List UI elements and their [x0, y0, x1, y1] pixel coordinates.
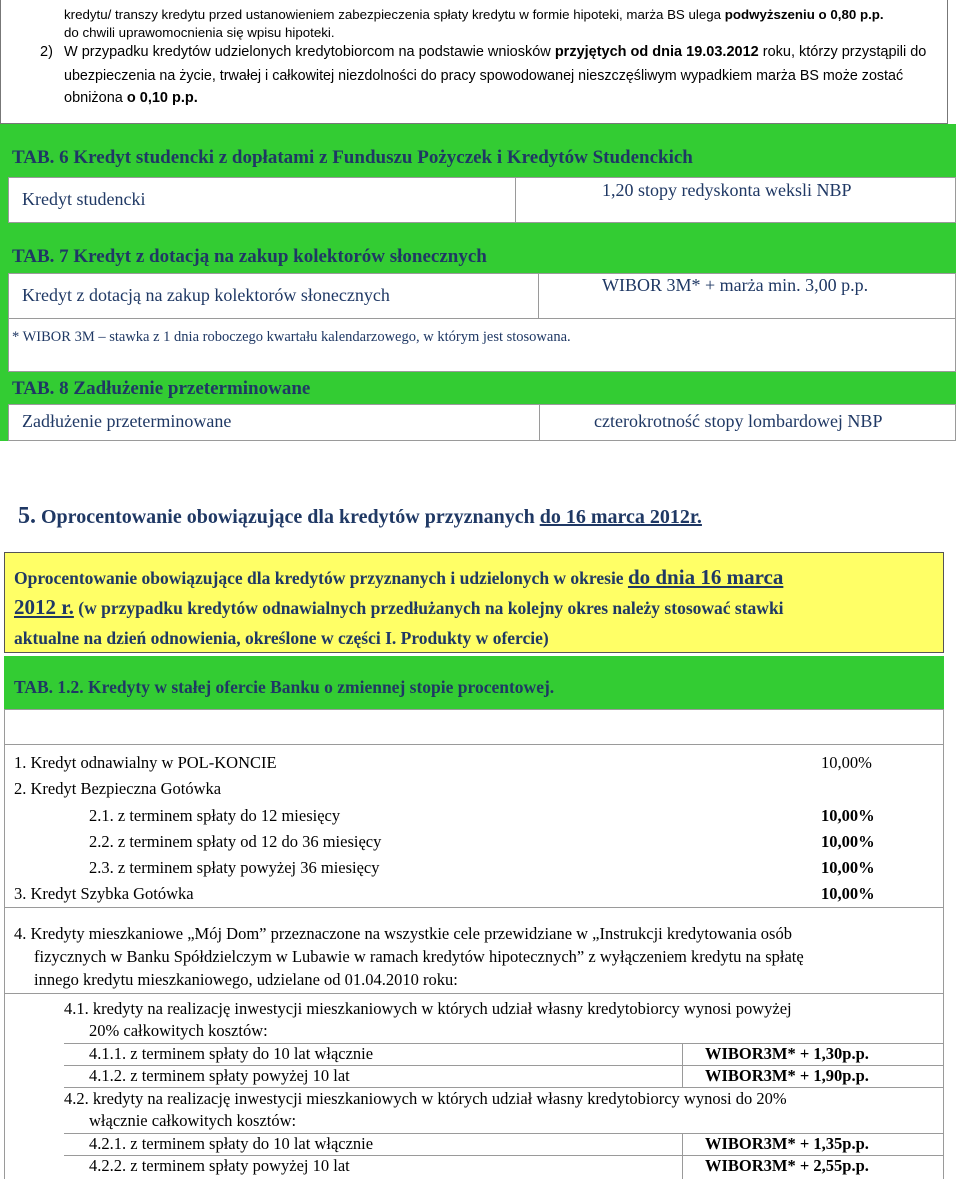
rate-row-6-value: 10,00%	[821, 884, 875, 903]
tab12-title: TAB. 1.2. Kredyty w stałej ofercie Banku o zmiennej stopie procentowej.	[14, 677, 555, 697]
mortgage-group1-line1: 4.1. kredyty na realizację inwestycji mieszkaniowych w których udział własny kredytobiorcy wynosi powyżej	[64, 999, 792, 1018]
rate-row-4-label: 2.2. z terminem spłaty od 12 do 36 miesięcy	[89, 832, 382, 851]
mortgage-row-4-2-2-value: WIBOR3M* + 2,55p.p.	[705, 1156, 869, 1175]
section5-number: 5.	[18, 503, 36, 529]
mortgage-row-4-1-1-value: WIBOR3M* + 1,30p.p.	[705, 1044, 869, 1063]
tab7-right-text: WIBOR 3M* + marża min. 3,00 p.p.	[602, 275, 869, 295]
rate-row-3-value: 10,00%	[821, 806, 875, 825]
g2-mid-divider	[682, 1133, 683, 1179]
mortgage-group2-line1: 4.2. kredyty na realizację inwestycji mieszkaniowych w których udział własny kredytobiorcy wynosi do 20%	[64, 1089, 787, 1108]
item2-line3-bold: o 0,10 p.p.	[126, 90, 198, 106]
tab8-title: TAB. 8 Zadłużenie przeterminowane	[12, 378, 311, 399]
mortgage-row-4-1-1-label: 4.1.1. z terminem spłaty do 10 lat włącznie	[89, 1044, 374, 1063]
rate-row-1-label: 1. Kredyt odnawialny w POL-KONCIE	[14, 753, 277, 772]
top-note-item2-number: 2)	[40, 44, 53, 60]
tab7-title: TAB. 7 Kredyt z dotacją na zakup kolektorów słonecznych	[12, 246, 487, 267]
tab6-right-text: 1,20 stopy redyskonta weksli NBP	[602, 180, 852, 200]
top-note-line2: do chwili uprawomocnienia się wpisu hipoteki.	[64, 25, 335, 40]
mortgage-para-divider	[4, 993, 944, 994]
rate-row-1-value: 10,00%	[821, 753, 872, 772]
rate-row-5-label: 2.3. z terminem spłaty powyżej 36 miesięcy	[89, 858, 380, 877]
rate-row-2-label: 2. Kredyt Bezpieczna Gotówka	[14, 779, 222, 798]
item2-text: W przypadku kredytów udzielonych kredytobiorcom na podstawie wniosków	[64, 44, 555, 60]
section5-text: Oprocentowanie obowiązujące dla kredytów przyznanych	[36, 506, 540, 528]
yellow-date-part1: do dnia 16 marca	[627, 565, 784, 589]
mortgage-row-4-2-1-value: WIBOR3M* + 1,35p.p.	[705, 1134, 869, 1153]
tab7-footnote: * WIBOR 3M – stawka z 1 dnia roboczego kwartału kalendarzowego, w którym jest stosowana.	[12, 329, 571, 345]
section5-heading	[18, 503, 702, 530]
mortgage-group1-line2: 20% całkowitych kosztów:	[89, 1021, 268, 1040]
top-note-line1-bold: podwyższeniu o 0,80 p.p.	[724, 7, 884, 22]
mortgage-row-4-2-2-label: 4.2.2. z terminem spłaty powyżej 10 lat	[89, 1156, 350, 1175]
rate-row-6-label: 3. Kredyt Szybka Gotówka	[14, 884, 194, 903]
mortgage-row-4-1-2-label: 4.1.2. z terminem spłaty powyżej 10 lat	[89, 1066, 350, 1085]
mortgage-row-4-2-1-label: 4.2.1. z terminem spłaty do 10 lat włącznie	[89, 1134, 374, 1153]
tab7-left-text: Kredyt z dotacją na zakup kolektorów słonecznych	[22, 285, 390, 305]
item2-text-post: roku, którzy przystąpili do	[758, 44, 927, 60]
tab12-empty-cell	[4, 709, 944, 745]
yellow-line1-text: Oprocentowanie obowiązujące dla kredytów przyznanych i udzielonych w okresie	[14, 568, 628, 588]
g1-end-divider	[64, 1087, 944, 1088]
item2-bold-date: przyjętych od dnia 19.03.	[554, 44, 727, 60]
mortgage-para-line1: 4. Kredyty mieszkaniowe „Mój Dom” przeznaczone na wszystkie cele przewidziane w „Instrukcji kredytowania osób	[14, 924, 792, 943]
tab6-title: TAB. 6 Kredyt studencki z dopłatami z Funduszu Pożyczek i Kredytów Studenckich	[12, 147, 693, 168]
tab8-left-text: Zadłużenie przeterminowane	[22, 411, 232, 431]
item2-bold-year: 2012	[726, 44, 759, 60]
mortgage-row-4-1-2-value: WIBOR3M* + 1,90p.p.	[705, 1066, 869, 1085]
tab6-left-text: Kredyt studencki	[22, 189, 146, 209]
section5-date: do 16 marca 2012r.	[539, 506, 702, 528]
yellow-line1	[14, 565, 783, 590]
top-note-item2-line3	[64, 90, 198, 106]
yellow-date-part2: 2012 r.	[14, 595, 74, 619]
rate-row-5-value: 10,00%	[821, 858, 875, 877]
rate-row-4-value: 10,00%	[821, 832, 875, 851]
yellow-line2-text: (w przypadku kredytów odnawialnych przedłużanych na kolejny okres należy stosować stawki	[73, 598, 784, 618]
tab8-right-text: czterokrotność stopy lombardowej NBP	[594, 411, 883, 431]
top-note-item2-line1	[64, 44, 926, 60]
mortgage-para-line3: innego kredytu mieszkaniowego, udzielane od 01.04.2010 roku:	[34, 970, 458, 989]
mortgage-group2-line2: włącznie całkowitych kosztów:	[89, 1111, 297, 1130]
mortgage-para-line2: fizycznych w Banku Spółdzielczym w Lubawie w ramach kredytów hipotecznych” z wyłączeniem kredytu na spłatę	[34, 947, 804, 966]
yellow-line3: aktualne na dzień odnowienia, określone w części I. Produkty w ofercie)	[14, 628, 549, 648]
top-note-line1	[64, 7, 884, 22]
rate-row-3-label: 2.1. z terminem spłaty do 12 miesięcy	[89, 806, 341, 825]
top-note-line1-text: kredytu/ transzy kredytu przed ustanowieniem zabezpieczenia spłaty kredytu w formie hipoteki, marża BS ulega	[64, 7, 725, 22]
top-note-item2-line2: ubezpieczenia na życie, trwałej i całkowitej niezdolności do pracy spowodowanej nieszczęśliwym wypadkiem marża BS może zostać	[64, 68, 904, 84]
item2-line3-text: obniżona	[64, 90, 127, 106]
yellow-line2	[14, 595, 784, 620]
